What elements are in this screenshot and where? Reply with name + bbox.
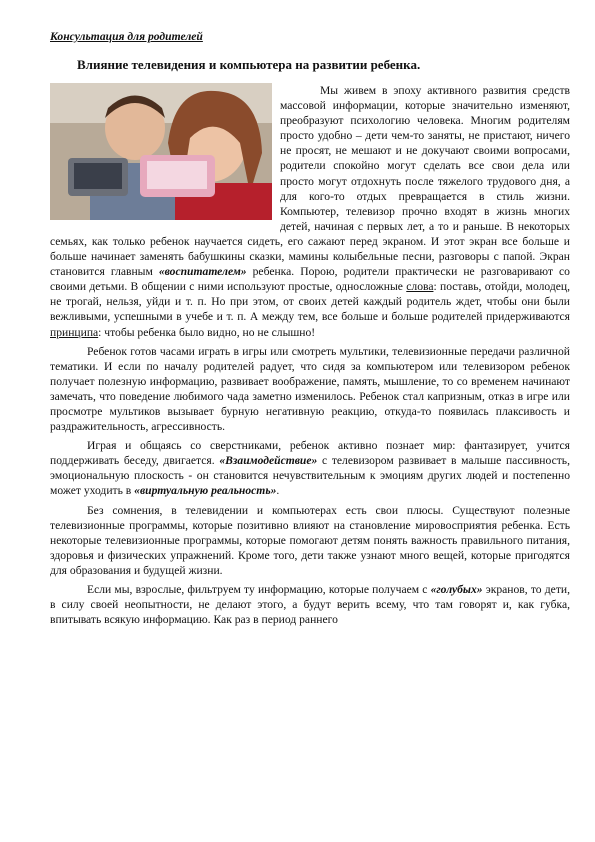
document-header: Консультация для родителей (50, 30, 203, 43)
p1-text-e: : поставь, отойди, молодец, не трогай, нельзя, уйди и т. п. Но при этом, от своих детей каждый родитель ждет, чтобы они были вежливыми, успешными в учебе и т. п. А между тем, все больше и больше родителей придерживаются (50, 280, 570, 324)
p3-emphasis-b: «Взаимодействие» (219, 454, 318, 468)
document-body (50, 83, 570, 627)
p3-text-c: с телевизором развивает в малыше пассивность, эмоциональную плоскость - он становится нечувствительным к эмоциям других людей и постепенно может уходить в (50, 454, 570, 498)
document-title: Влияние телевидения и компьютера на развитии ребенка. (77, 57, 421, 72)
paragraph-2: Ребенок готов часами играть в игры или смотреть мультики, телевизионные передачи различной тематики. И если по началу родителей радует, что сидя за компьютером или телевизором ребенок получает полезную информацию, развивает воображение, память, мышление, то со временем начинают замечать, что поведение любимого чада заметно изменилось. Ребенок стал капризным, отказ в игре или просмотре мультиков вызывает бурную негативную реакцию, откуда-то появилась плаксивость и раздражительность, агрессивность. (50, 344, 570, 434)
p3-text-a: Играя и общаясь со сверстниками, ребенок активно познает мир: фантазирует, учится поддерживать беседу, двигается. (50, 439, 570, 468)
p1-underline-d: слова (406, 280, 434, 294)
p1-underline-f: принципа (50, 325, 99, 339)
p1-text-a: Мы живем в эпоху активного развития средств массовой информации, которые значительно изменяют, преобразуют психологию человека. Многим родителям просто удобно – дети чем-то заняты, не пристают, ничего не просят, не мешают и не докучают своими вопросами, родители спокойно могут сделать все свои дела или просто могут отдохнуть после тяжелого трудового дня, а для кого-то отдых превращается в стиль жизни. Компьютер, телевизор прочно входят в жизнь многих детей, начиная с первых лет, а то и раньше. В некоторых семьях, как только ребенок научается сидеть, его сажают перед экраном. И этот экран все больше и больше начинает заменять бабушкины сказки, мамины колыбельные песни, разговоры с папой. Экран становится главным (50, 84, 570, 279)
paragraph-3 (50, 438, 570, 498)
p5-text-a: Если мы, взрослые, фильтруем ту информацию, которые получаем с (87, 583, 431, 596)
paragraph-5 (50, 582, 570, 627)
p5-text-c: экранов, то дети, в силу своей неопытности, не делают этого, а будут верить всему, что там говорят и, как губка, впитывать всякую информацию. Как раз в период раннего (50, 583, 570, 627)
p3-emphasis-d: «виртуальную реальность» (134, 484, 277, 498)
p1-text-g: : чтобы ребенка было видно, но не слышно! (98, 325, 316, 339)
photo-illustration (50, 83, 272, 220)
p1-text-c: ребенка. Порою, родители практически не разговаривают со своими детьми. В общении с ними используют простые, односложные (50, 265, 570, 294)
paragraph-4: Без сомнения, в телевидении и компьютерах есть свои плюсы. Существуют полезные телевизионные программы, которые позитивно влияют на становление мировосприятия ребенка. Есть некоторые телевизионные программы, которые помогают детям понять важность правильного питания, здоровья и физических упражнений. Кроме того, дети также узнают много вещей, которые пригодятся для образования и будущей жизни. (50, 503, 570, 577)
p1-emphasis-b: «воспитателем» (158, 265, 247, 279)
document-page (50, 30, 570, 627)
p3-text-e: . (276, 484, 280, 498)
children-with-consoles-photo (50, 83, 272, 220)
p5-emphasis-b: «голубых» (430, 583, 483, 596)
